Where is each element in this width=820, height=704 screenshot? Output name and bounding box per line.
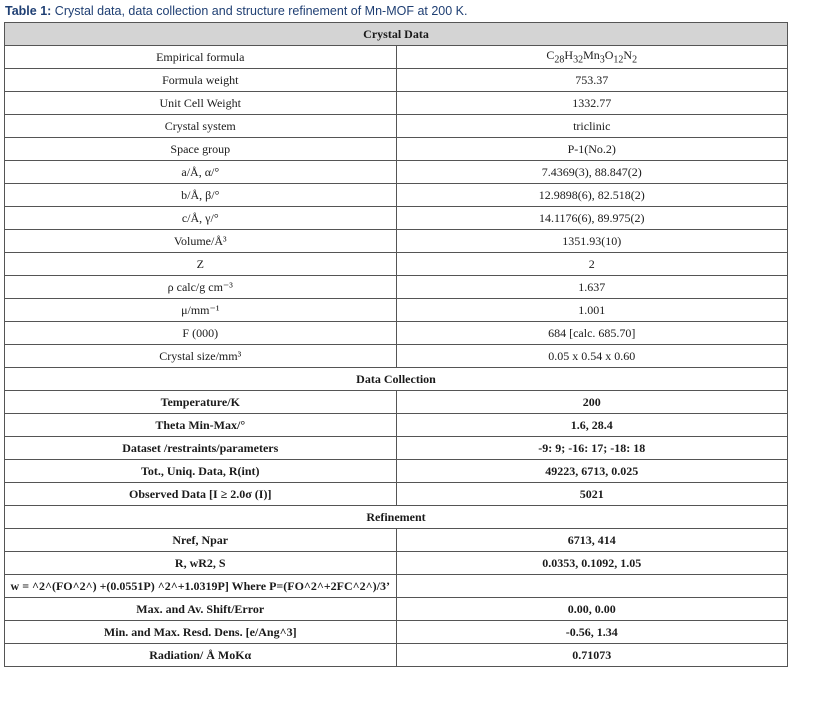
table-row [5, 161, 788, 184]
row-label: Space group [5, 138, 397, 161]
section-header-refinement [5, 506, 788, 529]
crystal-data-section [5, 23, 788, 368]
table-row [5, 46, 788, 69]
table-row [5, 391, 788, 414]
section-header-crystal-data [5, 23, 788, 46]
table-caption-label: Table 1: [5, 4, 52, 18]
row-label: Dataset /restraints/parameters [5, 437, 397, 460]
row-label: w = ^2^(FO^2^) +(0.0551P) ^2^+1.0319P] Where P=(FO^2^+2FC^2^)/3’ [5, 575, 397, 598]
row-value: 0.0353, 0.1092, 1.05 [396, 552, 788, 575]
table-row [5, 529, 788, 552]
row-label: R, wR2, S [5, 552, 397, 575]
row-label: Crystal system [5, 115, 397, 138]
table-row [5, 483, 788, 506]
table-row [5, 92, 788, 115]
table-row [5, 598, 788, 621]
row-label: Volume/Å³ [5, 230, 397, 253]
refinement-section [5, 506, 788, 667]
table-caption [5, 4, 467, 18]
table-row [5, 437, 788, 460]
row-label: ρ calc/g cm⁻³ [5, 276, 397, 299]
table-row [5, 460, 788, 483]
row-label: c/Å, γ/° [5, 207, 397, 230]
row-value: -9: 9; -16: 17; -18: 18 [396, 437, 788, 460]
table-row [5, 253, 788, 276]
row-value: P-1(No.2) [396, 138, 788, 161]
empirical-formula-value: $C_{28}H_{32}Mn_3O_{12}N_2$ [396, 46, 788, 69]
row-value: 1.001 [396, 299, 788, 322]
table-row [5, 621, 788, 644]
row-label: F (000) [5, 322, 397, 345]
row-value: 7.4369(3), 88.847(2) [396, 161, 788, 184]
row-label: Nref, Npar [5, 529, 397, 552]
row-label: Tot., Uniq. Data, R(int) [5, 460, 397, 483]
table-row [5, 644, 788, 667]
table-caption-text: Crystal data, data collection and structure refinement of Mn-MOF at 200 K. [51, 4, 468, 18]
row-value: 14.1176(6), 89.975(2) [396, 207, 788, 230]
row-label: Empirical formula [5, 46, 397, 69]
row-label: Crystal size/mm³ [5, 345, 397, 368]
row-label: a/Å, α/° [5, 161, 397, 184]
row-value: 0.00, 0.00 [396, 598, 788, 621]
table-row [5, 345, 788, 368]
row-value: 1.6, 28.4 [396, 414, 788, 437]
row-label: Radiation/ Å MoKα [5, 644, 397, 667]
row-label: Theta Min-Max/° [5, 414, 397, 437]
row-value: 1351.93(10) [396, 230, 788, 253]
row-value: -0.56, 1.34 [396, 621, 788, 644]
row-value: 6713, 414 [396, 529, 788, 552]
row-label: Z [5, 253, 397, 276]
row-value: 12.9898(6), 82.518(2) [396, 184, 788, 207]
table-row [5, 322, 788, 345]
table-row [5, 276, 788, 299]
section-header-data-collection [5, 368, 788, 391]
row-value: 0.05 x 0.54 x 0.60 [396, 345, 788, 368]
row-label: Min. and Max. Resd. Dens. [e/Ang^3] [5, 621, 397, 644]
row-label: Temperature/K [5, 391, 397, 414]
row-value: 1332.77 [396, 92, 788, 115]
table-row [5, 115, 788, 138]
row-label: Max. and Av. Shift/Error [5, 598, 397, 621]
row-label: μ/mm⁻¹ [5, 299, 397, 322]
row-value: 49223, 6713, 0.025 [396, 460, 788, 483]
data-collection-section [5, 368, 788, 506]
table-row [5, 230, 788, 253]
table-row [5, 207, 788, 230]
row-value: 1.637 [396, 276, 788, 299]
row-label: Unit Cell Weight [5, 92, 397, 115]
table-row [5, 184, 788, 207]
table-row [5, 575, 788, 598]
row-value: 2 [396, 253, 788, 276]
row-label: Observed Data [I ≥ 2.0σ (I)] [5, 483, 397, 506]
row-label: b/Å, β/° [5, 184, 397, 207]
row-value: triclinic [396, 115, 788, 138]
row-value: 200 [396, 391, 788, 414]
row-value: 0.71073 [396, 644, 788, 667]
section-title: Crystal Data [5, 23, 788, 46]
section-title: Refinement [5, 506, 788, 529]
crystal-data-table [4, 22, 788, 667]
table-row [5, 552, 788, 575]
row-value: 5021 [396, 483, 788, 506]
table-row [5, 138, 788, 161]
row-label: Formula weight [5, 69, 397, 92]
row-value: 753.37 [396, 69, 788, 92]
table-row [5, 414, 788, 437]
row-value: 684 [calc. 685.70] [396, 322, 788, 345]
row-value [396, 575, 788, 598]
table-row [5, 299, 788, 322]
table-row [5, 69, 788, 92]
section-title: Data Collection [5, 368, 788, 391]
